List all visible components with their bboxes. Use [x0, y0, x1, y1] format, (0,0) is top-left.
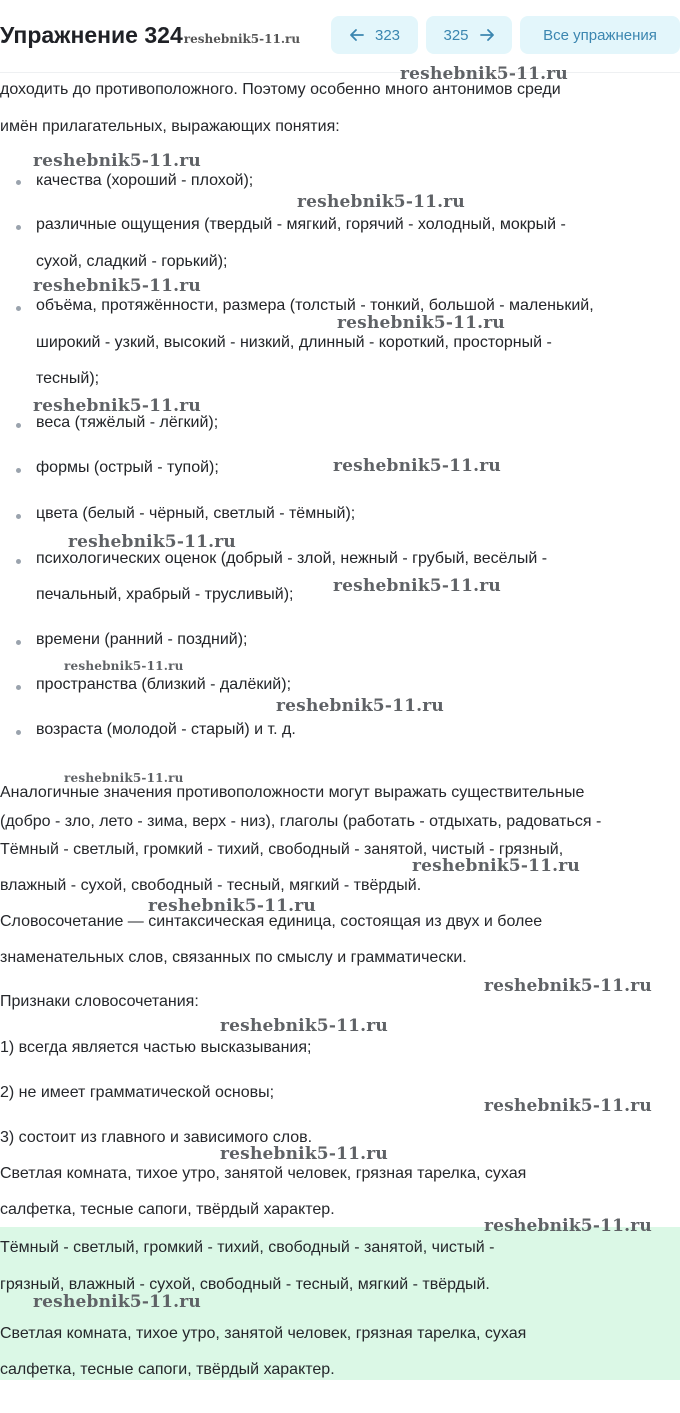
bullet-dot	[16, 640, 21, 645]
bullet-dot	[16, 730, 21, 735]
list-item-continuation: тесный);	[36, 370, 100, 387]
body-text-clipped: (добро - зло, лето - зима, верх - низ), глаголы (работать - отдыхать, радоваться -	[0, 813, 602, 830]
definition-text: Словосочетание — синтаксическая единица, состоящая из двух и более	[0, 913, 543, 930]
watermark: reshebnik5-11.ru	[33, 276, 201, 296]
list-item: объёма, протяжённости, размера (толстый - тонкий, большой - маленький,	[36, 297, 594, 314]
clipped-line	[0, 813, 680, 830]
watermark: reshebnik5-11.ru	[484, 1096, 652, 1116]
page-header	[0, 0, 680, 73]
answer-text: грязный, влажный - сухой, свободный - тесный, мягкий - твёрдый.	[0, 1276, 490, 1293]
watermark: reshebnik5-11.ru	[33, 396, 201, 416]
bullet-dot	[16, 468, 21, 473]
body-text: Тёмный - светлый, громкий - тихий, свободный - занятой, чистый - грязный,	[0, 841, 564, 858]
watermark: reshebnik5-11.ru	[400, 64, 568, 84]
bullet-dot	[16, 423, 21, 428]
list-item: пространства (близкий - далёкий);	[36, 676, 292, 693]
list-item: психологических оценок (добрый - злой, нежный - грубый, весёлый -	[36, 550, 548, 567]
answer-text: салфетка, тесные сапоги, твёрдый характер.	[0, 1361, 335, 1378]
watermark: reshebnik5-11.ru	[64, 771, 184, 785]
title-watermark: reshebnik5-11.ru	[183, 32, 301, 46]
list-item: возраста (молодой - старый) и т. д.	[36, 721, 296, 738]
watermark: reshebnik5-11.ru	[64, 659, 184, 673]
body-text: влажный - сухой, свободный - тесный, мягкий - твёрдый.	[0, 877, 422, 894]
sign-item: 1) всегда является частью высказывания;	[0, 1039, 312, 1056]
bullet-dot	[16, 559, 21, 564]
watermark: reshebnik5-11.ru	[297, 192, 465, 212]
watermark: reshebnik5-11.ru	[484, 976, 652, 996]
signs-title: Признаки словосочетания:	[0, 993, 199, 1010]
example-text: салфетка, тесные сапоги, твёрдый характер.	[0, 1201, 335, 1218]
watermark: reshebnik5-11.ru	[484, 1216, 652, 1236]
list-item: формы (острый - тупой);	[36, 459, 219, 476]
list-item-continuation: печальный, храбрый - трусливый);	[36, 586, 294, 603]
example-text: Светлая комната, тихое утро, занятой человек, грязная тарелка, сухая	[0, 1165, 527, 1182]
sign-item: 2) не имеет грамматической основы;	[0, 1084, 275, 1101]
next-exercise-label: 325	[443, 26, 469, 44]
bullet-dot	[16, 225, 21, 230]
body-text: Аналогичные значения противоположности могут выражать существительные	[0, 784, 585, 801]
list-item: веса (тяжёлый - лёгкий);	[36, 414, 219, 431]
intro-line: имён прилагательных, выражающих понятия:	[0, 118, 340, 135]
list-item: качества (хороший - плохой);	[36, 172, 254, 189]
watermark: reshebnik5-11.ru	[33, 1292, 201, 1312]
watermark: reshebnik5-11.ru	[333, 456, 501, 476]
watermark: reshebnik5-11.ru	[68, 532, 236, 552]
definition-text: знаменательных слов, связанных по смыслу и грамматически.	[0, 949, 467, 966]
intro-line: доходить до противоположного. Поэтому особенно много антонимов среди	[0, 81, 561, 98]
list-item-continuation: сухой, сладкий - горький);	[36, 253, 228, 270]
watermark: reshebnik5-11.ru	[412, 856, 580, 876]
prev-exercise-label: 323	[374, 26, 401, 44]
list-item: времени (ранний - поздний);	[36, 631, 248, 648]
watermark: reshebnik5-11.ru	[220, 1144, 388, 1164]
bullet-dot	[16, 685, 21, 690]
arrow-left-icon	[349, 27, 365, 43]
list-item-continuation: широкий - узкий, высокий - низкий, длинный - короткий, просторный -	[36, 334, 552, 351]
title-text: Упражнение 324	[0, 22, 183, 48]
bullet-dot	[16, 306, 21, 311]
list-item: различные ощущения (твердый - мягкий, горячий - холодный, мокрый -	[36, 216, 566, 233]
all-exercises-button[interactable]	[520, 16, 680, 54]
watermark: reshebnik5-11.ru	[148, 896, 316, 916]
watermark: reshebnik5-11.ru	[337, 313, 505, 333]
prev-exercise-button[interactable]	[331, 16, 418, 54]
list-item: цвета (белый - чёрный, светлый - тёмный);	[36, 505, 356, 522]
arrow-right-icon	[479, 27, 495, 43]
page-title	[0, 22, 300, 49]
watermark: reshebnik5-11.ru	[220, 1016, 388, 1036]
all-exercises-label: Все упражнения	[543, 26, 657, 44]
watermark: reshebnik5-11.ru	[33, 151, 201, 171]
bullet-dot	[16, 180, 21, 185]
watermark: reshebnik5-11.ru	[333, 576, 501, 596]
bullet-dot	[16, 514, 21, 519]
next-exercise-button[interactable]	[426, 16, 512, 54]
answer-text: Светлая комната, тихое утро, занятой человек, грязная тарелка, сухая	[0, 1325, 527, 1342]
sign-item: 3) состоит из главного и зависимого слов.	[0, 1129, 313, 1146]
answer-text: Тёмный - светлый, громкий - тихий, свободный - занятой, чистый -	[0, 1239, 495, 1256]
watermark: reshebnik5-11.ru	[276, 696, 444, 716]
